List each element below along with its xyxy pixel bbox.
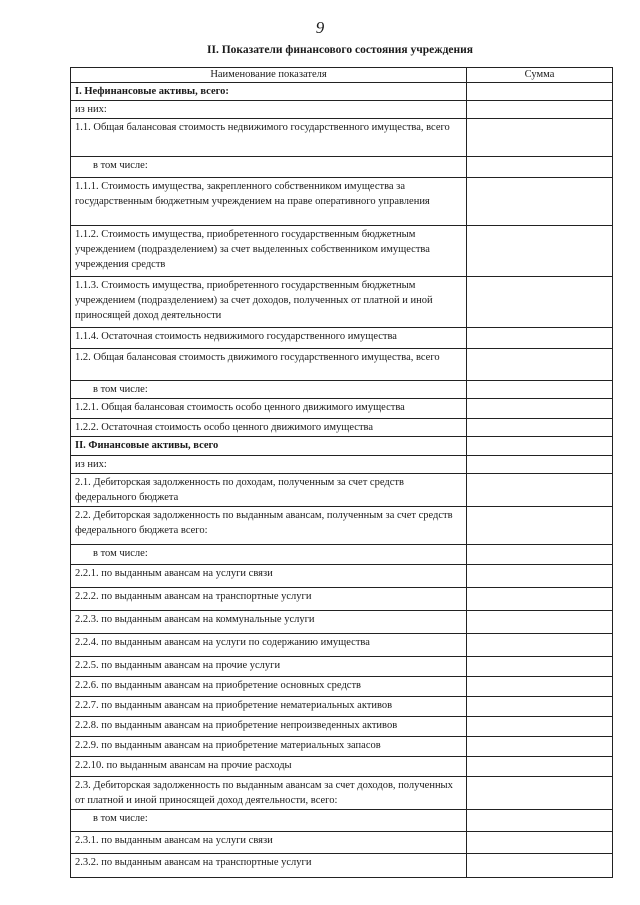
table-row: [71, 634, 613, 657]
indicator-name-cell: 2.2.2. по выданным авансам на транспортные услуги: [71, 588, 467, 611]
amount-cell[interactable]: [467, 565, 613, 588]
amount-cell[interactable]: [467, 419, 613, 437]
amount-cell[interactable]: [467, 328, 613, 349]
amount-cell[interactable]: [467, 456, 613, 474]
table-row: [71, 854, 613, 878]
indicator-name-cell: 1.2. Общая балансовая стоимость движимого государственного имущества, всего: [71, 349, 467, 381]
table-row: [71, 101, 613, 119]
table-row: [71, 474, 613, 507]
indicator-name-cell: 2.2.9. по выданным авансам на приобретение материальных запасов: [71, 737, 467, 757]
table-row: [71, 757, 613, 777]
table-row: [71, 657, 613, 677]
table-row: [71, 328, 613, 349]
amount-cell[interactable]: [467, 437, 613, 456]
table-row: [71, 777, 613, 810]
table-row: [71, 226, 613, 277]
indicator-name-cell: 1.1.2. Стоимость имущества, приобретенного государственным бюджетным учреждением (подразделением) за счет выделенных собственником имущества учреждения средств: [71, 226, 467, 277]
indicator-name-cell: 2.3. Дебиторская задолженность по выданным авансам за счет доходов, полученных от платной и иной приносящей доход деятельности, всего:: [71, 777, 467, 810]
indicator-name-cell: 2.2.4. по выданным авансам на услуги по содержанию имущества: [71, 634, 467, 657]
amount-cell[interactable]: [467, 157, 613, 178]
table-row: [71, 677, 613, 697]
indicator-name-cell: 2.2.1. по выданным авансам на услуги связи: [71, 565, 467, 588]
indicator-name-cell: в том числе:: [71, 810, 467, 832]
amount-cell[interactable]: [467, 545, 613, 565]
amount-cell[interactable]: [467, 737, 613, 757]
table-row: [71, 399, 613, 419]
table-row: [71, 697, 613, 717]
indicator-name-cell: I. Нефинансовые активы, всего:: [71, 83, 467, 101]
amount-cell[interactable]: [467, 226, 613, 277]
indicator-name-cell: 2.2.5. по выданным авансам на прочие услуги: [71, 657, 467, 677]
amount-cell[interactable]: [467, 381, 613, 399]
table-row: [71, 611, 613, 634]
indicator-name-cell: 2.2.6. по выданным авансам на приобретение основных средств: [71, 677, 467, 697]
indicator-name-cell: из них:: [71, 456, 467, 474]
amount-cell[interactable]: [467, 588, 613, 611]
amount-cell[interactable]: [467, 349, 613, 381]
amount-cell[interactable]: [467, 677, 613, 697]
amount-cell[interactable]: [467, 611, 613, 634]
indicator-name-cell: 2.2.7. по выданным авансам на приобретение нематериальных активов: [71, 697, 467, 717]
table-row: [71, 349, 613, 381]
amount-cell[interactable]: [467, 634, 613, 657]
table-header-row: [71, 68, 613, 83]
amount-cell[interactable]: [467, 101, 613, 119]
indicator-name-cell: 2.3.1. по выданным авансам на услуги связи: [71, 832, 467, 854]
amount-cell[interactable]: [467, 474, 613, 507]
table-row: [71, 810, 613, 832]
indicator-name-cell: 2.2.10. по выданным авансам на прочие расходы: [71, 757, 467, 777]
amount-cell[interactable]: [467, 657, 613, 677]
indicator-name-cell: II. Финансовые активы, всего: [71, 437, 467, 456]
table-row: [71, 565, 613, 588]
table-row: [71, 119, 613, 157]
financial-indicators-table: [70, 67, 613, 878]
indicator-name-cell: 1.1.1. Стоимость имущества, закрепленного собственником имущества за государственным бюджетным учреждением на праве оперативного управления: [71, 178, 467, 226]
table-row: [71, 737, 613, 757]
amount-cell[interactable]: [467, 119, 613, 157]
indicator-name-cell: 2.1. Дебиторская задолженность по доходам, полученным за счет средств федерального бюджета: [71, 474, 467, 507]
table-row: [71, 545, 613, 565]
header-indicator-name: Наименование показателя: [71, 68, 467, 83]
table-row: [71, 157, 613, 178]
amount-cell[interactable]: [467, 810, 613, 832]
indicator-name-cell: 1.1. Общая балансовая стоимость недвижимого государственного имущества, всего: [71, 119, 467, 157]
amount-cell[interactable]: [467, 832, 613, 854]
amount-cell[interactable]: [467, 854, 613, 878]
indicator-name-cell: в том числе:: [71, 545, 467, 565]
amount-cell[interactable]: [467, 399, 613, 419]
indicator-name-cell: 1.1.4. Остаточная стоимость недвижимого государственного имущества: [71, 328, 467, 349]
table-row: [71, 381, 613, 399]
indicator-name-cell: 1.2.2. Остаточная стоимость особо ценного движимого имущества: [71, 419, 467, 437]
indicator-name-cell: из них:: [71, 101, 467, 119]
table-row: [71, 588, 613, 611]
table-row: [71, 83, 613, 101]
table-row: [71, 717, 613, 737]
indicator-name-cell: 2.2.8. по выданным авансам на приобретение непроизведенных активов: [71, 717, 467, 737]
amount-cell[interactable]: [467, 178, 613, 226]
table-row: [71, 456, 613, 474]
amount-cell[interactable]: [467, 757, 613, 777]
table-row: [71, 832, 613, 854]
amount-cell[interactable]: [467, 717, 613, 737]
table-row: [71, 277, 613, 328]
indicator-name-cell: в том числе:: [71, 157, 467, 178]
indicator-name-cell: 1.2.1. Общая балансовая стоимость особо ценного движимого имущества: [71, 399, 467, 419]
amount-cell[interactable]: [467, 777, 613, 810]
indicator-name-cell: 1.1.3. Стоимость имущества, приобретенного государственным бюджетным учреждением (подразделением) за счет доходов, полученных от платной и иной приносящей доход деятельности: [71, 277, 467, 328]
table-row: [71, 178, 613, 226]
amount-cell[interactable]: [467, 83, 613, 101]
indicator-name-cell: в том числе:: [71, 381, 467, 399]
amount-cell[interactable]: [467, 697, 613, 717]
amount-cell[interactable]: [467, 277, 613, 328]
indicator-name-cell: 2.2.3. по выданным авансам на коммунальные услуги: [71, 611, 467, 634]
table-row: [71, 419, 613, 437]
table-row: [71, 437, 613, 456]
header-amount: Сумма: [467, 68, 613, 83]
section-title: II. Показатели финансового состояния учреждения: [207, 44, 473, 56]
amount-cell[interactable]: [467, 507, 613, 545]
table-row: [71, 507, 613, 545]
table-body: [71, 83, 613, 878]
indicator-name-cell: 2.2. Дебиторская задолженность по выданным авансам, полученным за счет средств федерального бюджета всего:: [71, 507, 467, 545]
page-number: 9: [315, 18, 325, 37]
indicator-name-cell: 2.3.2. по выданным авансам на транспортные услуги: [71, 854, 467, 878]
